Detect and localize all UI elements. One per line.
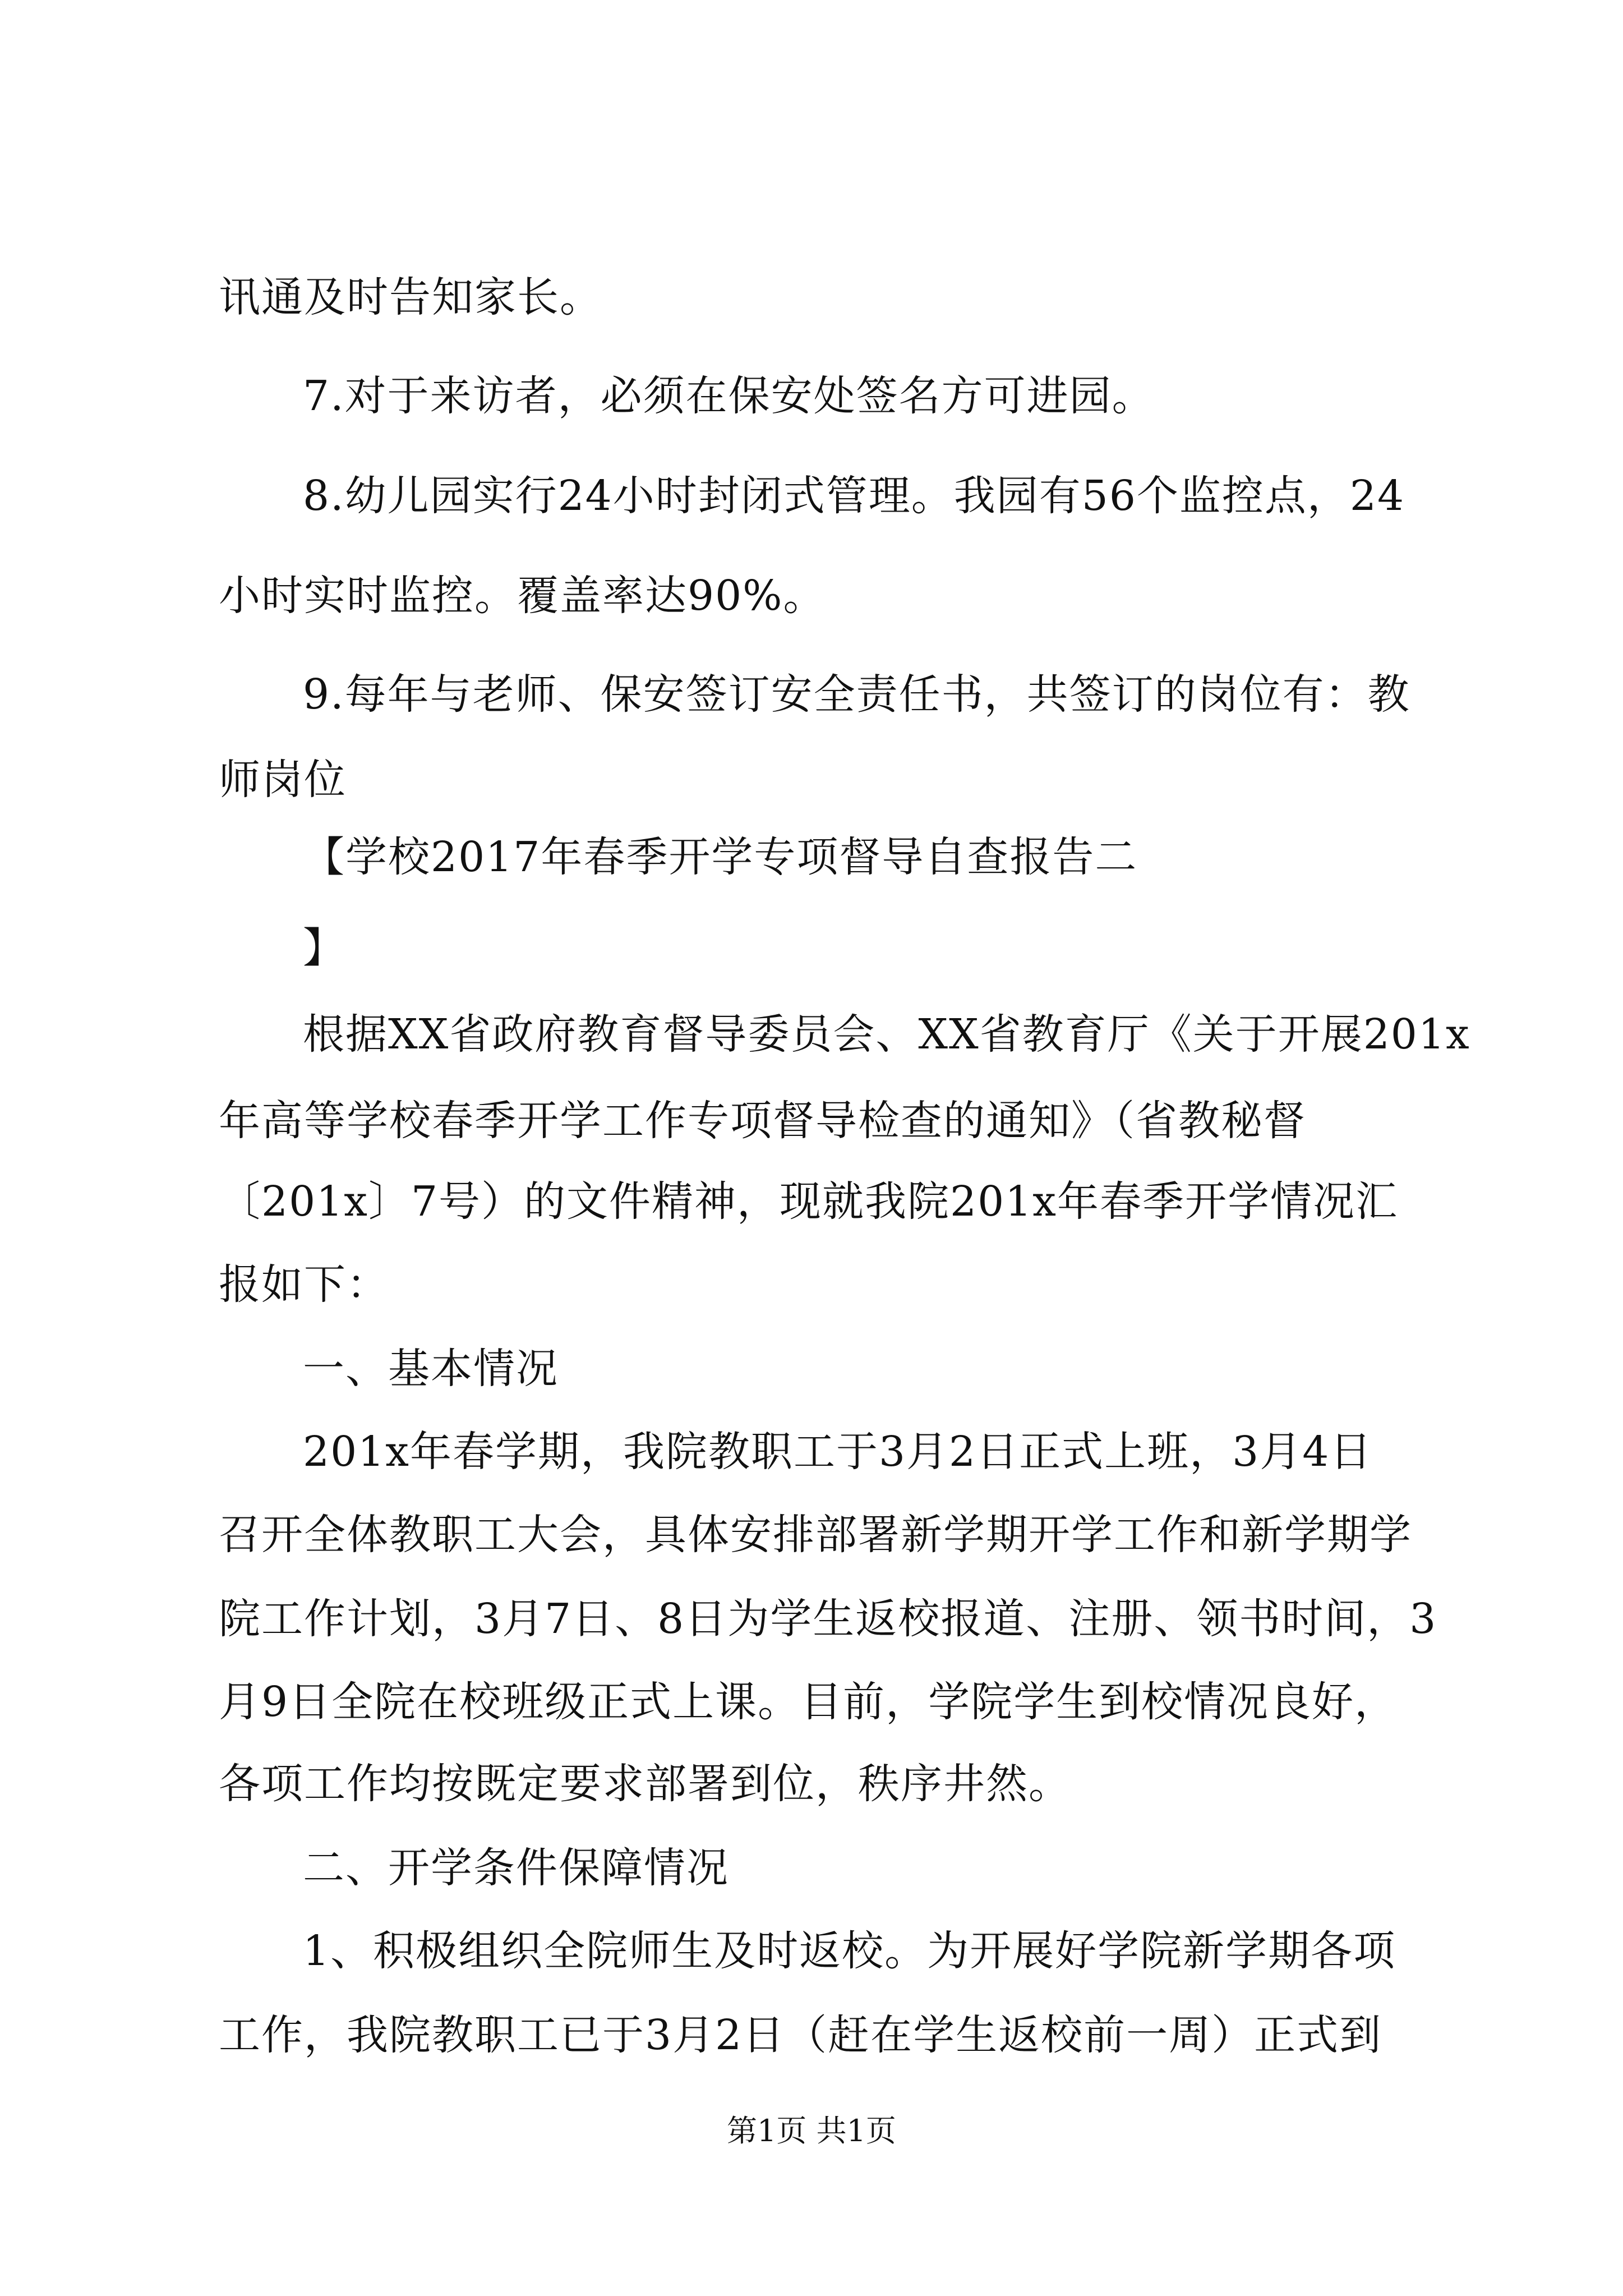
text-line: 7.对于来访者，必须在保安处签名方可进园。 <box>303 372 1155 420</box>
heading-conditions: 二、开学条件保障情况 <box>303 1844 729 1892</box>
text-line: 各项工作均按既定要求部署到位，秩序井然。 <box>219 1760 1071 1808</box>
heading-basic: 一、基本情况 <box>303 1345 559 1393</box>
section-title: 【学校2017年春季开学专项督导自查报告二 <box>303 833 1138 881</box>
text-line: 〔201x〕7号）的文件精神，现就我院201x年春季开学情况汇 <box>219 1177 1399 1226</box>
text-line: 201x年春学期，我院教职工于3月2日正式上班，3月4日 <box>303 1428 1373 1476</box>
text-line: 年高等学校春季开学工作专项督导检查的通知》（省教秘督 <box>219 1097 1306 1145</box>
page-number: 第1页 共1页 <box>727 2113 896 2148</box>
text-line: 月9日全院在校班级正式上课。目前，学院学生到校情况良好， <box>219 1678 1398 1726</box>
text-line: 师岗位 <box>219 756 347 804</box>
text-line: 小时实时监控。覆盖率达90%。 <box>219 572 826 620</box>
text-line: 工作，我院教职工已于3月2日（赶在学生返校前一周）正式到 <box>219 2011 1382 2059</box>
text-line: 9.每年与老师、保安签订安全责任书，共签订的岗位有：教 <box>303 670 1410 719</box>
text-line: 1、积极组织全院师生及时返校。为开展好学院新学期各项 <box>303 1927 1396 1975</box>
text-line: 根据XX省政府教育督导委员会、XX省教育厅《关于开展201x <box>303 1010 1470 1059</box>
text-line: 报如下： <box>219 1260 389 1309</box>
text-line: 讯通及时告知家长。 <box>219 273 602 321</box>
section-title-end: 】 <box>303 924 345 972</box>
text-line: 8.幼儿园实行24小时封闭式管理。我园有56个监控点，24 <box>303 472 1405 520</box>
text-line: 院工作计划，3月7日、8日为学生返校报道、注册、领书时间，3 <box>219 1595 1437 1643</box>
text-line: 召开全体教职工大会，具体安排部署新学期开学工作和新学期学 <box>219 1511 1412 1559</box>
